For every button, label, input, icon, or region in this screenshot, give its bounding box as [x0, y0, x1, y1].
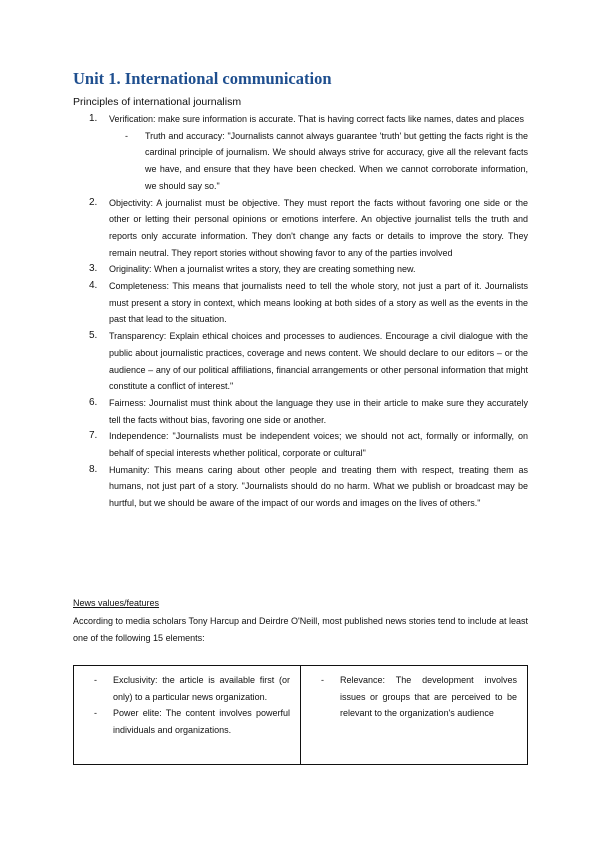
news-values-intro: According to media scholars Tony Harcup and Deirdre O'Neill, most published news stories tend to include at least one of the following 15 elements: [73, 616, 528, 643]
list-item [73, 395, 528, 428]
item-number: 1. [89, 113, 98, 124]
list-item [73, 111, 528, 128]
item-text: Originality: When a journalist writes a story, they are creating something new. [109, 264, 416, 275]
item-text: Fairness: Journalist must think about the language they use in their article to make sure they accurately tell the facts without bias, favoring one side or another. [109, 397, 528, 425]
item-number: 2. [89, 196, 98, 208]
cell-list-item [313, 672, 517, 722]
section-subheading: Principles of international journalism [73, 96, 242, 108]
item-text: Transparency: Explain ethical choices and processes to audiences. Encourage a civil dialogue with the public about journalistic practices, coverage and news content. We should declare to our editors – or the audience – any of our political affiliations, financial arrangements or other personal information that might constitute a conflict of interest." [109, 331, 528, 392]
table-cell-right [301, 666, 528, 765]
item-text: Verification: make sure information is accurate. That is having correct facts like names, dates and places [109, 114, 525, 124]
list-item [73, 261, 528, 278]
sub-bullet [73, 128, 528, 195]
list-item [73, 428, 528, 461]
page-title: Unit 1. International communication [73, 69, 332, 88]
list-item [73, 328, 528, 395]
bullet-dash: - [125, 130, 128, 141]
principles-list [73, 111, 528, 512]
item-number: 4. [89, 280, 98, 292]
cell-item-text: Exclusivity: the article is available first (or only) to a particular news organization. [113, 675, 290, 702]
item-text: Objectivity: A journalist must be objective. They must report the facts without favoring one side or the other or letting their personal opinions or emotions interfere. An objective journalist tells the truth and reports only accurate information. They don't change any facts or details to improve the story. They remain neutral. They report stories without showing favor to any of the parties involved [109, 197, 528, 258]
list-item [73, 195, 528, 262]
news-values-heading: News values/features [73, 598, 160, 608]
news-values-table [73, 665, 528, 765]
bullet-dash: - [94, 708, 97, 719]
item-number: 8. [89, 463, 98, 475]
list-item [73, 278, 528, 328]
cell-list-item [86, 672, 290, 705]
item-text: Completeness: This means that journalists need to tell the whole story, not just a part of it. Journalists must present a story in context, which means looking at both sides of a story as well as the events in the past that lead to the situation. [109, 281, 528, 325]
table-cell-left [74, 666, 301, 765]
cell-item-text: Power elite: The content involves powerful individuals and organizations. [113, 708, 290, 736]
item-number: 7. [89, 430, 98, 442]
cell-item-text: Relevance: The development involves issues or groups that are perceived to be relevant to the organization's audience [340, 675, 517, 719]
bullet-dash: - [321, 675, 324, 685]
item-number: 3. [89, 263, 98, 275]
cell-list-item [86, 705, 290, 738]
bullet-dash: - [94, 675, 97, 685]
item-number: 6. [89, 396, 98, 408]
table-row [74, 666, 528, 765]
list-item [73, 462, 528, 512]
item-text: Humanity: This means caring about other people and treating them with respect, treating them as humans, not just part of a story. "Journalists should do no harm. What we publish or broadcast may be hurtful, but we should be aware of the impact of our words and images on the lives of others." [109, 464, 528, 509]
item-number: 5. [89, 330, 98, 342]
item-text: Independence: "Journalists must be independent voices; we should not act, formally or informally, on behalf of special interests whether political, corporate or cultural" [109, 431, 528, 459]
sub-bullet-text: Truth and accuracy: "Journalists cannot always guarantee 'truth' but getting the facts right is the cardinal principle of journalism. We should always strive for accuracy, give all the relevant facts we have, and ensure that they have been checked. When we cannot corroborate information, we should say so." [145, 130, 528, 191]
